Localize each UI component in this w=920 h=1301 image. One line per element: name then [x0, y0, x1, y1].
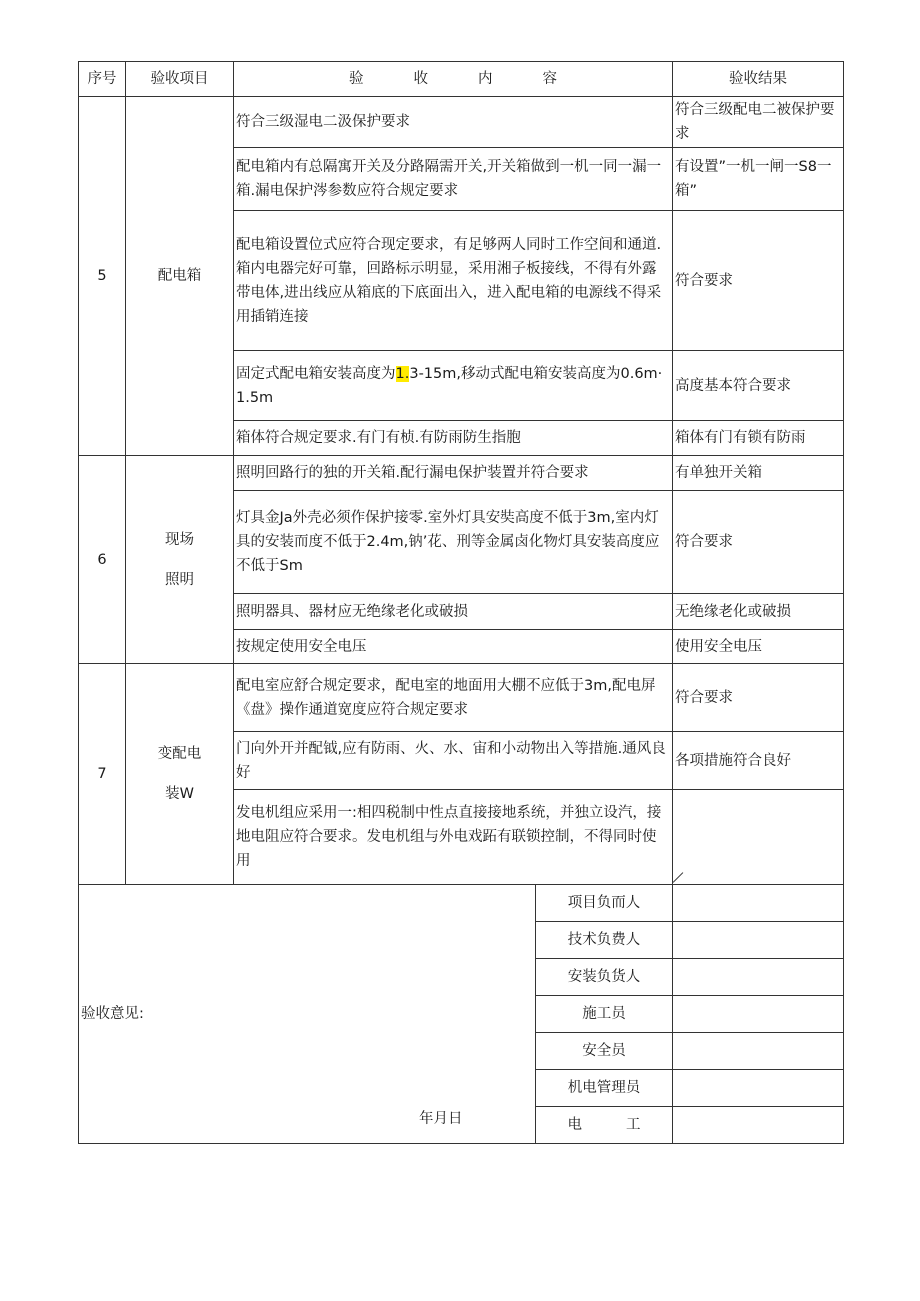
content-cell: 配电箱内有总隔寓开关及分路隔需开关,开关箱做到一机一同一漏一箱.漏电保护涔参数应符合规定要求	[234, 148, 673, 211]
result-cell: 符合要求	[673, 491, 844, 594]
table-row	[79, 456, 844, 491]
result-cell: 符合要求	[673, 211, 844, 351]
result-cell	[673, 790, 844, 885]
result-cell: 箱体有门有锁有防雨	[673, 421, 844, 456]
signature-field[interactable]	[673, 1070, 844, 1107]
date-label: 年月日	[419, 1111, 463, 1127]
header-result: 验收结果	[673, 62, 844, 97]
opinion-label: 验收意见:	[81, 1006, 144, 1022]
result-cell: 各项措施符合良好	[673, 732, 844, 790]
result-cell: 符合三级配电二被保护要求	[673, 97, 844, 148]
role-label: 机电管理员	[536, 1070, 673, 1107]
signature-field[interactable]	[673, 885, 844, 922]
header-row	[79, 62, 844, 97]
section-number: 6	[79, 456, 126, 664]
signoff-row	[79, 885, 844, 922]
slash-mark	[673, 872, 684, 883]
section-item: 配电箱	[126, 97, 234, 456]
acceptance-table	[78, 61, 844, 1144]
content-cell: 照明器具、器材应无绝缘老化或破损	[234, 594, 673, 630]
header-content: 验 收 内 容	[234, 62, 673, 97]
section-item: 变配电 装W	[126, 664, 234, 885]
signature-field[interactable]	[673, 1033, 844, 1070]
table-row	[79, 664, 844, 732]
content-cell: 固定式配电箱安装高度为1.3-15m,移动式配电箱安装高度为0.6m·1.5m	[234, 351, 673, 421]
content-cell: 门向外开并配钺,应有防雨、火、水、宙和小动物出入等措施.通风良好	[234, 732, 673, 790]
table-row	[79, 97, 844, 148]
content-cell: 发电机组应采用一:相四税制中性点直接接地系统，并独立设汽，接地电阻应符合要求。发电机组与外电戏跖有联锁控制，不得同时使用	[234, 790, 673, 885]
content-cell: 符合三级湿电二汲保护要求	[234, 97, 673, 148]
result-cell: 高度基本符合要求	[673, 351, 844, 421]
section-number: 7	[79, 664, 126, 885]
signature-field[interactable]	[673, 959, 844, 996]
result-cell: 有设置”一机一闸一S8一箱”	[673, 148, 844, 211]
highlighted-text: 1.	[395, 365, 410, 382]
signature-field[interactable]	[673, 996, 844, 1033]
role-label: 项目负而人	[536, 885, 673, 922]
content-cell: 配电室应舒合规定要求，配电室的地面用大棚不应低于3m,配电屏《盘》操作通道宽度应符合规定要求	[234, 664, 673, 732]
result-cell: 有单独开关箱	[673, 456, 844, 491]
content-cell: 配电箱设置位式应符合现定要求，有足够两人同时工作空间和通道.箱内电器完好可靠，回路标示明显，采用湘子板接线，不得有外露带电体,进出线应从箱底的下底面出入，进入配电箱的电源线不得采用插销连接	[234, 211, 673, 351]
signature-field[interactable]	[673, 1107, 844, 1144]
role-label: 技术负费人	[536, 922, 673, 959]
content-cell: 照明回路行的独的开关箱.配行漏电保护装置并符合要求	[234, 456, 673, 491]
role-label: 施工员	[536, 996, 673, 1033]
content-cell: 按规定使用安全电压	[234, 630, 673, 664]
signature-field[interactable]	[673, 922, 844, 959]
content-cell: 箱体符合规定要求.有门有桢.有防雨防生指胞	[234, 421, 673, 456]
header-no: 序号	[79, 62, 126, 97]
section-item: 现场 照明	[126, 456, 234, 664]
role-label: 安装负货人	[536, 959, 673, 996]
content-cell: 灯具金Ja外壳必须作保护接零.室外灯具安奘高度不低于3m,室内灯具的安装而度不低于2.4m,钠’花、刑等金属卤化物灯具安装高度应不低于Sm	[234, 491, 673, 594]
result-cell: 使用安全电压	[673, 630, 844, 664]
role-label: 安全员	[536, 1033, 673, 1070]
role-label-electrician: 电 工	[536, 1107, 673, 1144]
result-cell: 无绝缘老化或破损	[673, 594, 844, 630]
opinion-cell	[79, 885, 536, 1144]
result-cell: 符合要求	[673, 664, 844, 732]
header-item: 验收项目	[126, 62, 234, 97]
section-number: 5	[79, 97, 126, 456]
